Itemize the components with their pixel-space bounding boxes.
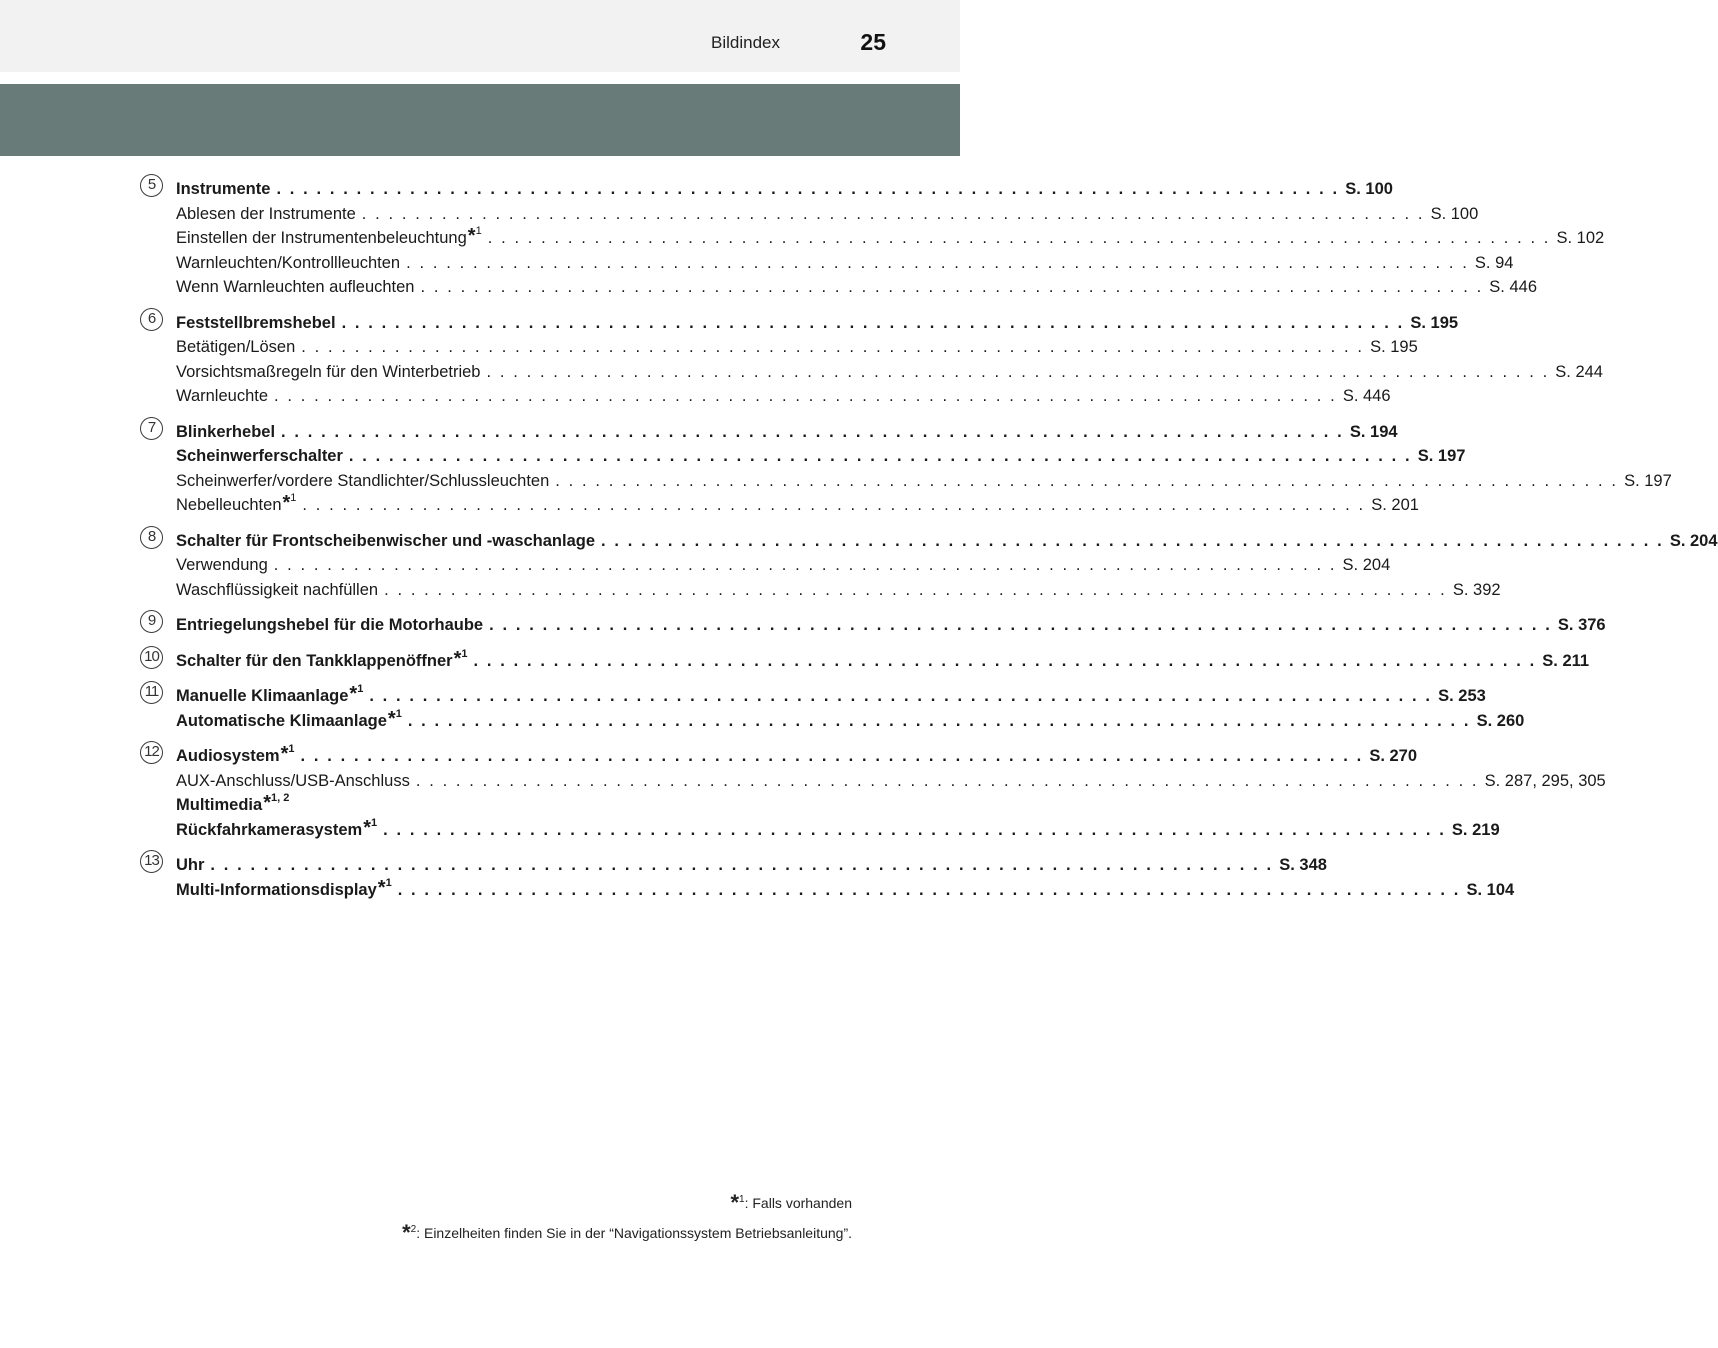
entry-label-text: Blinkerhebel — [176, 422, 276, 441]
entry-label-text: Einstellen der Instrumentenbeleuchtung — [176, 229, 467, 247]
entry-label — [176, 582, 378, 599]
entry-page-ref: S. 102 — [1556, 229, 1605, 247]
section-number-badge: 6 — [140, 308, 163, 331]
index-entry[interactable] — [176, 705, 1525, 730]
section-title: Bildindex — [711, 33, 780, 52]
footnote-text: : Falls vorhanden — [744, 1195, 852, 1211]
dot-leader: . . . . . . . . . . . . . . . . . . . . . . . . . . . . . . . . . . . . . . . . . . . . . . . . . . . . . . . . . . . . . . . . . . . . . . . . . . . . . . . . — [489, 616, 1552, 634]
entry-label — [176, 339, 295, 356]
footnote-number: 2 — [410, 1224, 417, 1235]
entry-page-ref: S. 104 — [1466, 880, 1515, 899]
index-entry[interactable] — [176, 789, 813, 814]
page-number: 25 — [860, 29, 886, 55]
index-section — [0, 307, 1603, 405]
index-entry[interactable] — [176, 416, 1398, 441]
index-section — [0, 173, 1605, 296]
entry-label-text: Multi-Informationsdisplay — [176, 880, 377, 899]
entry-label-text: Scheinwerferschalter — [176, 447, 343, 465]
entry-page-ref: S. 244 — [1555, 362, 1603, 381]
footnote-mark: 1 — [385, 876, 392, 889]
entry-label — [176, 493, 296, 514]
entry-page-ref: S. 392 — [1452, 580, 1501, 599]
entry-page-ref: S. 219 — [1451, 820, 1500, 839]
dot-leader: . . . . . . . . . . . . . . . . . . . . . . . . . . . . . . . . . . . . . . . . . . . . . . . . . . . . . . . . . . . . . . . . . . . . . . . . . . . . . . . . — [473, 651, 1537, 670]
entry-label-text: Uhr — [176, 856, 205, 874]
entry-label — [176, 649, 468, 670]
entry-label-text: Scheinwerfer/vordere Standlichter/Schlussleuchten — [176, 471, 550, 490]
entry-label-text: Entriegelungshebel für die Motorhaube — [176, 616, 484, 634]
index-entry[interactable] — [176, 247, 1514, 272]
footnote — [402, 1220, 852, 1246]
index-entry[interactable] — [176, 874, 1515, 899]
footnote-asterisk: * — [349, 683, 358, 705]
entry-label — [176, 255, 400, 272]
entry-label — [176, 226, 482, 247]
section-number-badge: 11 — [140, 681, 163, 704]
index-section — [0, 740, 1606, 839]
entry-label-text: Instrumente — [176, 180, 271, 198]
entry-page-ref: S. 94 — [1474, 253, 1514, 272]
section-number-badge: 13 — [140, 850, 163, 873]
header-band — [0, 84, 960, 156]
index-entry[interactable] — [176, 489, 1419, 514]
entry-label — [176, 533, 595, 550]
dot-leader: . . . . . . . . . . . . . . . . . . . . . . . . . . . . . . . . . . . . . . . . . . . . . . . . . . . . . . . . . . . . . . . . . . . . . . . . . . . . . . . . — [302, 496, 1366, 514]
dot-leader: . . . . . . . . . . . . . . . . . . . . . . . . . . . . . . . . . . . . . . . . . . . . . . . . . . . . . . . . . . . . . . . . . . . . . . . . . . . . . . . . — [397, 880, 1461, 899]
section-number-badge: 5 — [140, 174, 163, 197]
entry-label-text: Schalter für Frontscheibenwischer und -waschanlage — [176, 531, 596, 550]
entry-page-ref: S. 201 — [1371, 496, 1419, 514]
entry-page-ref: S. 348 — [1279, 856, 1327, 874]
top-strip — [0, 0, 960, 72]
index-entry[interactable] — [176, 307, 1459, 332]
index-entry[interactable] — [176, 465, 1672, 490]
entry-label-text: Audiosystem — [176, 747, 280, 765]
dot-leader: . . . . . . . . . . . . . . . . . . . . . . . . . . . . . . . . . . . . . . . . . . . . . . . . . . . . . . . . . . . . . . . . . . . . . . . . . . . . . . . . — [281, 422, 1344, 441]
index-entry[interactable] — [176, 740, 1418, 765]
dot-leader: . . . . . . . . . . . . . . . . . . . . . . . . . . . . . . . . . . . . . . . . . . . . . . . . . . . . . . . . . . . . . . . . . . . . . . . . . . . . . . . . — [415, 771, 1479, 790]
entry-label — [176, 279, 415, 296]
index-section — [0, 609, 1606, 634]
index-entry[interactable] — [176, 198, 1479, 223]
entry-label-text: Rückfahrkamerasystem — [176, 820, 363, 839]
entry-page-ref: S. 195 — [1410, 313, 1459, 332]
index-entry[interactable] — [176, 849, 1327, 874]
index-entry[interactable] — [176, 440, 1466, 465]
footnote-mark: 1 — [395, 707, 402, 720]
entry-page-ref: S. 197 — [1417, 447, 1466, 465]
entry-label-text: Verwendung — [176, 556, 268, 574]
entry-page-ref: S. 100 — [1345, 180, 1393, 198]
entry-label — [176, 773, 410, 790]
entry-label-text: Schalter für den Tankklappenöffner — [176, 651, 453, 670]
dot-leader: . . . . . . . . . . . . . . . . . . . . . . . . . . . . . . . . . . . . . . . . . . . . . . . . . . . . . . . . . . . . . . . . . . . . . . . . . . . . . . . . — [383, 820, 1446, 839]
footnote-symbol: * — [730, 1190, 740, 1215]
entry-label — [176, 364, 480, 381]
entry-label-text: Vorsichtsmaßregeln für den Winterbetrieb — [176, 362, 481, 381]
dot-leader: . . . . . . . . . . . . . . . . . . . . . . . . . . . . . . . . . . . . . . . . . . . . . . . . . . . . . . . . . . . . . . . . . . . . . . . . . . . . . . . . — [210, 856, 1274, 874]
index-entry[interactable] — [176, 814, 1500, 839]
entry-label — [176, 617, 483, 634]
entry-page-ref: S. 446 — [1342, 387, 1391, 405]
dot-leader: . . . . . . . . . . . . . . . . . . . . . . . . . . . . . . . . . . . . . . . . . . . . . . . . . . . . . . . . . . . . . . . . . . . . . . . . . . . . . . . . — [300, 747, 1364, 765]
footnote-mark: 1 — [357, 683, 364, 695]
entry-label — [176, 448, 343, 465]
footnotes — [402, 1190, 852, 1250]
footnote-text: : Einzelheiten finden Sie in der “Navigationssystem Betriebsanleitung”. — [416, 1225, 852, 1241]
entry-page-ref: S. 100 — [1430, 204, 1479, 223]
dot-leader: . . . . . . . . . . . . . . . . . . . . . . . . . . . . . . . . . . . . . . . . . . . . . . . . . . . . . . . . . . . . . . . . . . . . . . . . . . . . . . . . — [369, 687, 1433, 705]
entry-label — [176, 744, 295, 765]
entry-label-text: Nebelleuchten — [176, 496, 282, 514]
entry-label-text: Automatische Klimaanlage — [176, 711, 387, 730]
entry-label-text: Manuelle Klimaanlage — [176, 687, 349, 705]
entry-label-text: Multimedia — [176, 796, 263, 814]
entry-label-text: Wenn Warnleuchten aufleuchten — [176, 278, 415, 296]
footnote-asterisk: * — [387, 707, 396, 730]
index-entry[interactable] — [176, 222, 1605, 247]
entry-label-text: Waschflüssigkeit nachfüllen — [176, 580, 379, 599]
footnote — [402, 1190, 852, 1216]
entry-label-text: Ablesen der Instrumente — [176, 204, 356, 223]
footnote-mark: 1 — [288, 743, 295, 755]
entry-label — [176, 684, 363, 705]
entry-page-ref: S. 194 — [1349, 422, 1398, 441]
footnote-number: 1 — [739, 1194, 745, 1205]
dot-leader: . . . . . . . . . . . . . . . . . . . . . . . . . . . . . . . . . . . . . . . . . . . . . . . . . . . . . . . . . . . . . . . . . . . . . . . . . . . . . . . . — [274, 387, 1337, 405]
entry-label-text: Betätigen/Lösen — [176, 338, 296, 356]
dot-leader: . . . . . . . . . . . . . . . . . . . . . . . . . . . . . . . . . . . . . . . . . . . . . . . . . . . . . . . . . . . . . . . . . . . . . . . . . . . . . . . . — [361, 204, 1425, 223]
section-number-badge: 9 — [140, 610, 163, 633]
footnote-mark: 1, 2 — [270, 792, 290, 804]
section-number-badge: 12 — [140, 741, 163, 764]
footnote-mark: 1 — [475, 225, 482, 237]
index-entry[interactable] — [176, 574, 1501, 599]
index-entry[interactable] — [176, 380, 1391, 405]
dot-leader: . . . . . . . . . . . . . . . . . . . . . . . . . . . . . . . . . . . . . . . . . . . . . . . . . . . . . . . . . . . . . . . . . . . . . . . . . . . . . . . . — [276, 180, 1340, 198]
index-entry[interactable] — [176, 765, 1606, 790]
entry-label — [176, 206, 356, 223]
section-number-badge: 8 — [140, 526, 163, 549]
entry-label-text: Warnleuchten/Kontrollleuchten — [176, 253, 401, 272]
entry-page-ref: S. 376 — [1557, 616, 1606, 634]
index-entry[interactable] — [176, 609, 1606, 634]
index-entry[interactable] — [176, 331, 1418, 356]
entry-page-ref: S. 253 — [1438, 687, 1486, 705]
index-entry[interactable] — [176, 271, 1538, 296]
entry-label — [176, 709, 402, 730]
footnote-asterisk: * — [467, 225, 476, 247]
dot-leader: . . . . . . . . . . . . . . . . . . . . . . . . . . . . . . . . . . . . . . . . . . . . . . . . . . . . . . . . . . . . . . . . . . . . . . . . . . . . . . . . — [486, 362, 1550, 381]
index-entry[interactable] — [176, 549, 1391, 574]
index-section — [0, 525, 1718, 599]
entry-label-text: Warnleuchte — [176, 387, 269, 405]
entry-label — [176, 315, 336, 332]
dot-leader: . . . . . . . . . . . . . . . . . . . . . . . . . . . . . . . . . . . . . . . . . . . . . . . . . . . . . . . . . . . . . . . . . . . . . . . . . . . . . . . . — [341, 313, 1405, 332]
entry-page-ref: S. 270 — [1369, 747, 1418, 765]
footnote-mark: 1 — [371, 816, 378, 829]
entry-label — [176, 857, 204, 874]
entry-page-ref: S. 260 — [1476, 711, 1525, 730]
entry-page-ref: S. 204 — [1342, 556, 1391, 574]
footnote-asterisk: * — [280, 743, 289, 765]
index-list — [0, 173, 1718, 909]
entry-label — [176, 557, 268, 574]
footnote-asterisk: * — [363, 816, 371, 839]
footnote-mark: 1 — [461, 647, 468, 660]
dot-leader: . . . . . . . . . . . . . . . . . . . . . . . . . . . . . . . . . . . . . . . . . . . . . . . . . . . . . . . . . . . . . . . . . . . . . . . . . . . . . . . . — [420, 278, 1484, 296]
footnote-asterisk: * — [263, 792, 271, 814]
index-entry[interactable] — [176, 680, 1486, 705]
entry-label — [176, 181, 270, 198]
footnote-asterisk: * — [453, 647, 462, 670]
entry-page-ref: S. 204 — [1669, 531, 1718, 550]
index-entry[interactable] — [176, 173, 1393, 198]
entry-page-ref: S. 197 — [1624, 471, 1672, 490]
entry-page-ref: S. 211 — [1542, 651, 1590, 670]
entry-label — [176, 424, 275, 441]
entry-page-ref: S. 446 — [1489, 278, 1538, 296]
index-section — [0, 680, 1525, 730]
footnote-symbol: * — [402, 1220, 411, 1245]
dot-leader: . . . . . . . . . . . . . . . . . . . . . . . . . . . . . . . . . . . . . . . . . . . . . . . . . . . . . . . . . . . . . . . . . . . . . . . . . . . . . . . . — [301, 338, 1365, 356]
footnote-asterisk: * — [377, 876, 386, 899]
index-section — [0, 645, 1590, 670]
entry-label — [176, 793, 289, 814]
footnote-mark: 1 — [290, 492, 297, 504]
dot-leader: . . . . . . . . . . . . . . . . . . . . . . . . . . . . . . . . . . . . . . . . . . . . . . . . . . . . . . . . . . . . . . . . . . . . . . . . . . . . . . . . — [555, 471, 1619, 490]
entry-label — [176, 388, 268, 405]
section-number-badge: 7 — [140, 417, 163, 440]
entry-label — [176, 473, 549, 490]
entry-label — [176, 818, 377, 839]
index-section — [0, 416, 1672, 514]
dot-leader: . . . . . . . . . . . . . . . . . . . . . . . . . . . . . . . . . . . . . . . . . . . . . . . . . . . . . . . . . . . . . . . . . . . . . . . . . . . . . . . . — [384, 580, 1447, 599]
entry-label-text: Feststellbremshebel — [176, 313, 336, 332]
entry-page-ref: S. 287, 295, 305 — [1484, 771, 1606, 790]
dot-leader: . . . . . . . . . . . . . . . . . . . . . . . . . . . . . . . . . . . . . . . . . . . . . . . . . . . . . . . . . . . . . . . . . . . . . . . . . . . . . . . . — [601, 531, 1664, 550]
index-entry[interactable] — [176, 645, 1590, 670]
entry-label-text: AUX-Anschluss/USB-Anschluss — [176, 771, 410, 790]
dot-leader: . . . . . . . . . . . . . . . . . . . . . . . . . . . . . . . . . . . . . . . . . . . . . . . . . . . . . . . . . . . . . . . . . . . . . . . . . . . . . . . . — [273, 556, 1337, 574]
dot-leader: . . . . . . . . . . . . . . . . . . . . . . . . . . . . . . . . . . . . . . . . . . . . . . . . . . . . . . . . . . . . . . . . . . . . . . . . . . . . . . . . — [407, 711, 1471, 730]
dot-leader: . . . . . . . . . . . . . . . . . . . . . . . . . . . . . . . . . . . . . . . . . . . . . . . . . . . . . . . . . . . . . . . . . . . . . . . . . . . . . . . . — [348, 447, 1412, 465]
index-section — [0, 849, 1515, 899]
index-entry[interactable] — [176, 525, 1718, 550]
index-entry[interactable] — [176, 356, 1603, 381]
section-number-badge: 10 — [140, 646, 163, 669]
dot-leader: . . . . . . . . . . . . . . . . . . . . . . . . . . . . . . . . . . . . . . . . . . . . . . . . . . . . . . . . . . . . . . . . . . . . . . . . . . . . . . . . — [487, 229, 1551, 247]
footnote-asterisk: * — [282, 492, 291, 514]
dot-leader: . . . . . . . . . . . . . . . . . . . . . . . . . . . . . . . . . . . . . . . . . . . . . . . . . . . . . . . . . . . . . . . . . . . . . . . . . . . . . . . . — [406, 253, 1469, 272]
entry-page-ref: S. 195 — [1370, 338, 1418, 356]
entry-label — [176, 878, 392, 899]
